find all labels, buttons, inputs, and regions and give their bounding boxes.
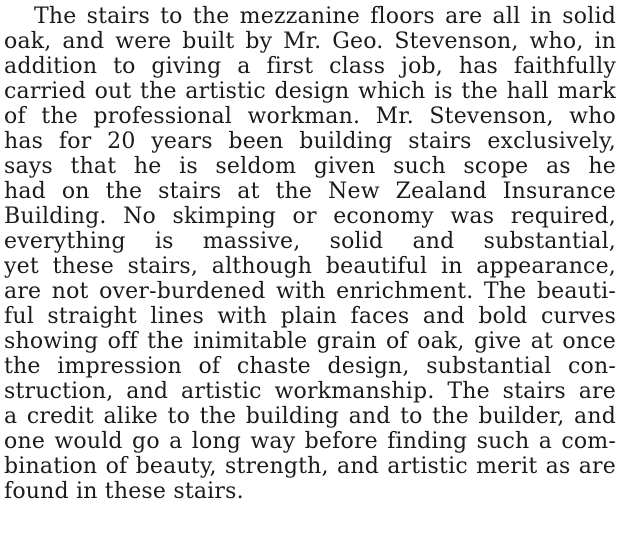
text-line: addition to giving a first class job, has faithfully (4, 54, 616, 79)
text-line: of the professional workman. Mr. Stevenson, who (4, 104, 616, 129)
text-line: has for 20 years been building stairs exclusively, (4, 129, 616, 154)
text-line: The stairs to the mezzanine floors are all in solid (34, 4, 616, 29)
article-paragraph (4, 4, 616, 504)
text-line: struction, and artistic workmanship. The stairs are (4, 379, 616, 404)
text-line: the impression of chaste design, substantial con- (4, 354, 616, 379)
text-line: a credit alike to the building and to the builder, and (4, 404, 616, 429)
text-line: says that he is seldom given such scope as he (4, 154, 616, 179)
text-line: ful straight lines with plain faces and bold curves (4, 304, 616, 329)
text-line: found in these stairs. (4, 479, 244, 504)
text-line: carried out the artistic design which is the hall mark (4, 79, 616, 104)
text-line: showing off the inimitable grain of oak, give at once (4, 329, 616, 354)
text-line: are not over-burdened with enrichment. The beauti- (4, 279, 616, 304)
text-line: yet these stairs, although beautiful in appearance, (4, 254, 616, 279)
text-line: everything is massive, solid and substantial, (4, 229, 616, 254)
text-line: Building. No skimping or economy was required, (4, 204, 616, 229)
text-line: bination of beauty, strength, and artistic merit as are (4, 454, 616, 479)
text-line: one would go a long way before finding such a com- (4, 429, 616, 454)
text-line: had on the stairs at the New Zealand Insurance (4, 179, 616, 204)
text-line: oak, and were built by Mr. Geo. Stevenson, who, in (4, 29, 616, 54)
